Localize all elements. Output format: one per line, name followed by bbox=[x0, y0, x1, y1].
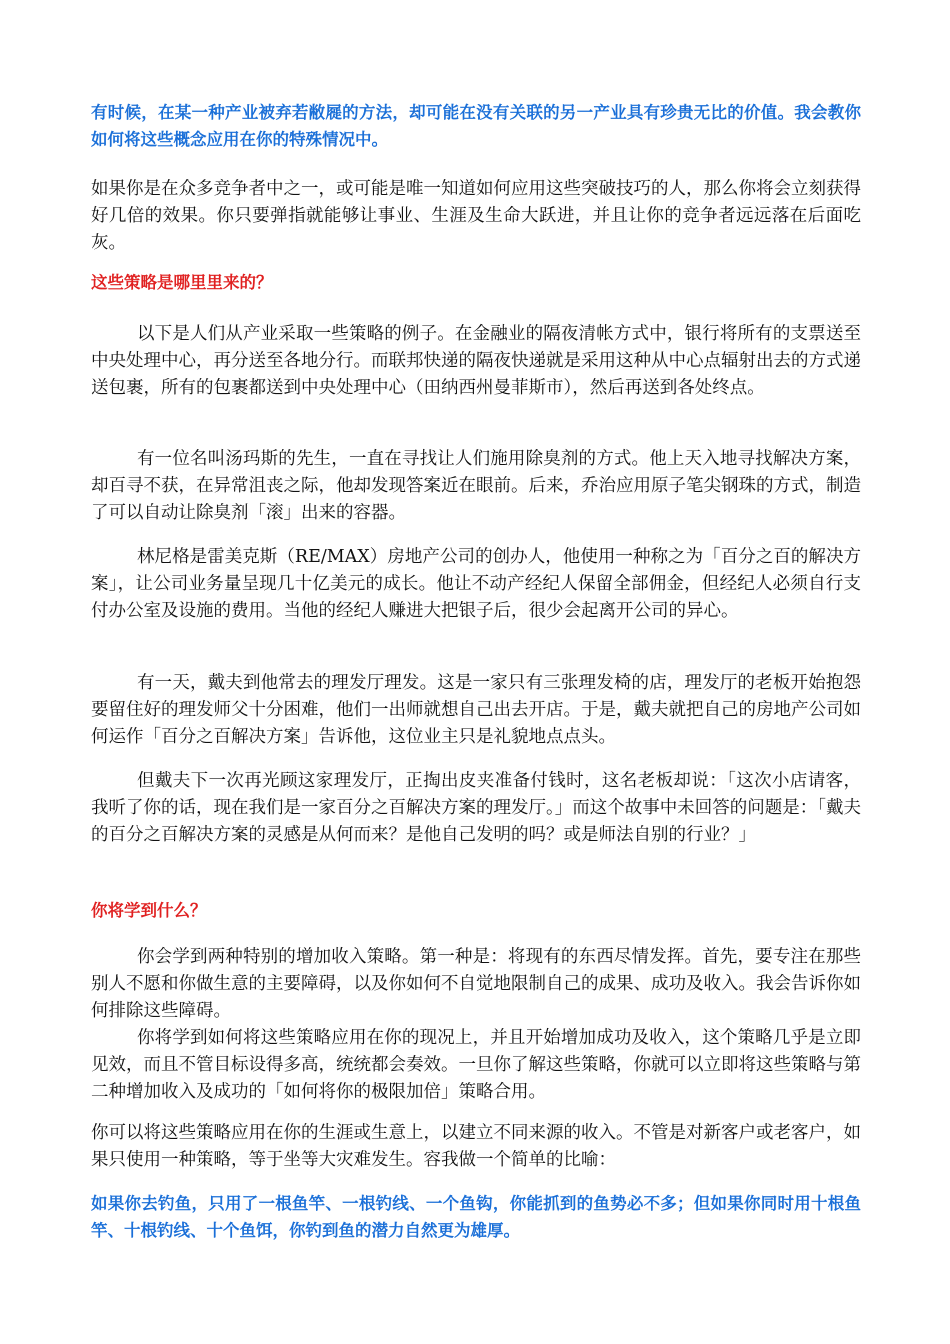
section-heading-learn: 你将学到什么？ bbox=[91, 901, 207, 920]
paragraph-deodorant: 有一位名叫汤玛斯的先生，一直在寻找让人们施用除臭剂的方式。他上天入地寻找解决方案，却百寻不获，在异常沮丧之际，他却发现答案近在眼前。后来，乔治应用原子笔尖钢珠的方式，制造了可以自动让除臭剂「滚」出来的容器。 bbox=[91, 449, 861, 523]
paragraph-barber-followup: 但戴夫下一次再光顾这家理发厅，正掏出皮夹准备付钱时，这名老板却说：「这次小店请客，我听了你的话，现在我们是一家百分之百解决方案的理发厅。」而这个故事中未回答的问题是：「戴夫的百分之百解决方案的灵感是从何而来？是他自己发明的吗？或是师法自别的行业？」 bbox=[91, 771, 861, 845]
section-heading-origin: 这些策略是哪里里来的？ bbox=[91, 273, 273, 292]
paragraph-examples: 以下是人们从产业采取一些策略的例子。在金融业的隔夜清帐方式中，银行将所有的支票送至中央处理中心，再分送至各地分行。而联邦快递的隔夜快递就是采用这种从中心点辐射出去的方式递送包裹，所有的包裹都送到中央处理中心（田纳西州曼菲斯市），然后再送到各处终点。 bbox=[91, 324, 861, 398]
intro-paragraph: 如果你是在众多竞争者中之一，或可能是唯一知道如何应用这些突破技巧的人，那么你将会立刻获得好几倍的效果。你只要弹指就能够让事业、生涯及生命大跃进，并且让你的竞争者远远落在后面吃灰。 bbox=[91, 179, 861, 253]
fishing-analogy: 如果你去钓鱼，只用了一根鱼竿、一根钓线、一个鱼钩，你能抓到的鱼势必不多；但如果你同时用十根鱼竿、十根钓线、十个鱼饵，你钓到鱼的潜力自然更为雄厚。 bbox=[91, 1194, 861, 1240]
paragraph-income-sources: 你可以将这些策略应用在你的生涯或生意上，以建立不同来源的收入。不管是对新客户或老客户，如果只使用一种策略，等于坐等大灾难发生。容我做一个简单的比喻： bbox=[91, 1123, 861, 1170]
paragraph-remax: 林尼格是雷美克斯（RE/MAX）房地产公司的创办人，他使用一种称之为「百分之百的解决方案」，让公司业务量呈现几十亿美元的成长。他让不动产经纪人保留全部佣金，但经纪人必须自行支付办公室及设施的费用。当他的经纪人赚进大把银子后，很少会起离开公司的异心。 bbox=[91, 547, 861, 621]
paragraph-apply: 你将学到如何将这些策略应用在你的现况上，并且开始增加成功及收入，这个策略几乎是立即见效，而且不管目标设得多高，统统都会奏效。一旦你了解这些策略，你就可以立即将这些策略与第二种增加收入及成功的「如何将你的极限加倍」策略合用。 bbox=[91, 1028, 861, 1102]
paragraph-barber: 有一天，戴夫到他常去的理发厅理发。这是一家只有三张理发椅的店，理发厅的老板开始抱怨要留住好的理发师父十分困难，他们一出师就想自己出去开店。于是，戴夫就把自己的房地产公司如何运作「百分之百解决方案」告诉他，这位业主只是礼貌地点点头。 bbox=[91, 673, 861, 747]
paragraph-strategies: 你会学到两种特别的增加收入策略。第一种是：将现有的东西尽情发挥。首先，要专注在那些别人不愿和你做生意的主要障碍，以及你如何不自觉地限制自己的成果、成功及收入。我会告诉你如何排除这些障碍。 bbox=[91, 947, 861, 1021]
intro-highlight: 有时候，在某一种产业被弃若敝屣的方法，却可能在没有关联的另一产业具有珍贵无比的价值。我会教你如何将这些概念应用在你的特殊情况中。 bbox=[91, 103, 861, 149]
